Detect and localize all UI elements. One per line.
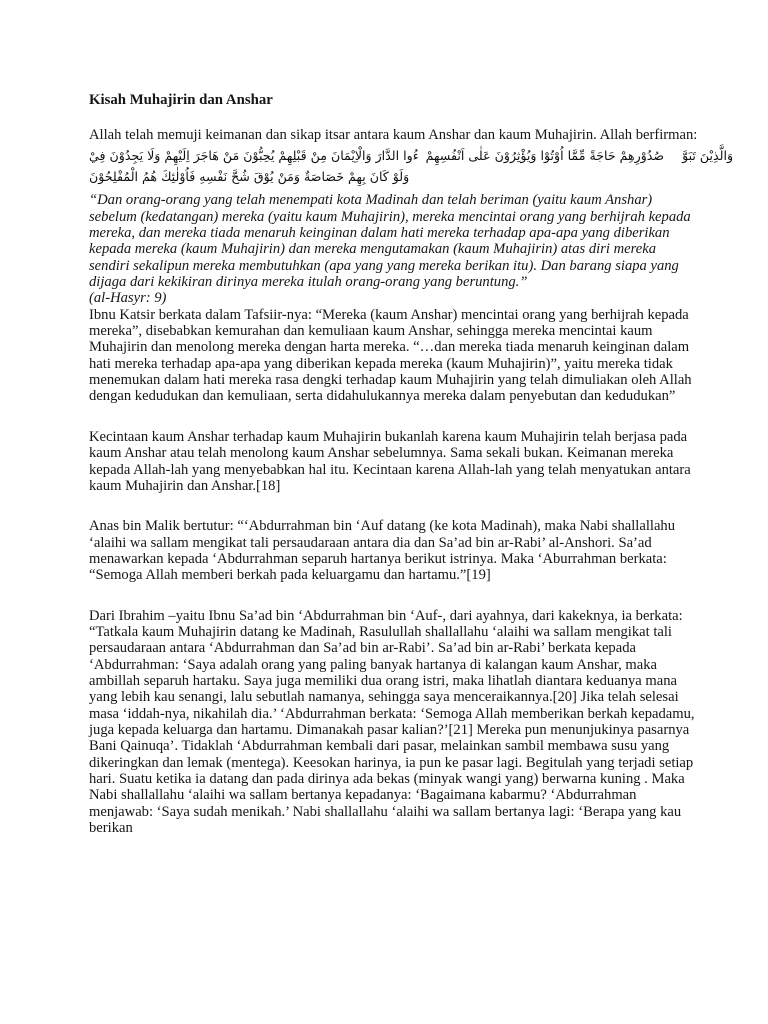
commentary-paragraph: Kecintaan kaum Anshar terhadap kaum Muhajirin bukanlah karena kaum Muhajirin telah berjasa pada kaum Anshar atau telah menolong kaum Anshar sebelumnya. Sama sekali bukan. Keimanan mereka kepada Allah-lah yang menyebabkan hal itu. Kecintaan karena Allah-lah yang telah menyatukan antara kaum Muhajirin dan Anshar.[18] bbox=[89, 428, 691, 494]
quran-verse-arabic bbox=[89, 146, 734, 187]
quran-verse-segment-1: ءُوا الدَّارَ وَالْاِيْمَانَ مِنْ قَبْلِهِمْ يُحِبُّوْنَ مَنْ هَاجَرَ اِلَيْهِمْ وَلَا يَجِدُوْنَ فِيْ bbox=[89, 148, 419, 164]
ibrahim-narration-paragraph: Dari Ibrahim –yaitu Ibnu Sa’ad bin ‘Abdurrahman bin ‘Auf-, dari ayahnya, dari kakeknya, ia berkata: “Tatkala kaum Muhajirin datang ke Madinah, Rasulullah shallallahu ‘alaihi wa sallam mengikat tali persaudaraan antara ‘Abdurrahman dan Sa’ad bin ar-Rabi’. Sa’ad bin ar-Rabi’ berkata kepada ‘Abdurrahman: ‘Saya adalah orang yang paling banyak hartanya di kalangan kaum Anshar, maka ambillah separuh hartaku. Saya juga memiliki dua orang istri, maka lihatlah diantara keduanya mana yang lebih kau senangi, lalu sebutlah namanya, sehingga saya menceraikannya.[20] Jika telah selesai masa ‘iddah-nya, nikahilah dia.’ ‘Abdurrahman berkata: ‘Semoga Allah memberikan berkah kepadamu, juga kepada keluarga dan hartamu. Dimanakah pasar kalian?’[21] Mereka pun menunjukinya pasarnya Bani Qainuqa’. Tidaklah ‘Abdurrahman kembali dari pasar, melainkan sambil membawa susu yang dikeringkan dan lemak (mentega). Keesokan harinya, ia pun ke pasar lagi. Begitulah yang terjadi setiap hari. Suatu ketika ia datang dan pada dirinya ada bekas (minyak wangi yang) berwarna kuning . Maka Nabi shallallahu ‘alaihi wa sallam bertanya kepadanya: ‘Bagaimana kabarmu? ‘Abdurrahman menjawab: ‘Saya sudah menikah.’ Nabi shallallahu ‘alaihi wa sallam bertanya lagi: ‘Berapa yang kau berikan bbox=[89, 607, 695, 837]
verse-reference: (al-Hasyr: 9) bbox=[89, 290, 167, 307]
quran-verse-segment-3: وَالَّذِيْنَ تَبَوَّ bbox=[682, 148, 734, 164]
quran-verse-arabic-line1 bbox=[89, 146, 734, 167]
verse-translation: “Dan orang-orang yang telah menempati kota Madinah dan telah beriman (yaitu kaum Anshar) sebelum (kedatangan) mereka (yaitu kaum Muhajirin), mereka mencintai orang yang berhijrah kepada mereka, dan mereka tiada menaruh keinginan dalam hati mereka terhadap apa-apa yang diberikan kepada mereka (kaum Muhajirin) dan mereka mengutamakan (kaum Muhajirin) atas diri mereka sendiri sekalipun mereka membutuhkan (apa yang yang mereka berikan itu). Dan barang siapa yang dijaga dari kekikiran dirinya mereka itulah orang-orang yang beruntung.” bbox=[89, 192, 691, 291]
page-title: Kisah Muhajirin dan Anshar bbox=[89, 92, 273, 108]
quran-verse-arabic-line2 bbox=[89, 167, 700, 188]
intro-paragraph: Allah telah memuji keimanan dan sikap itsar antara kaum Anshar dan kaum Muhajirin. Allah berfirman: bbox=[89, 127, 698, 143]
quran-verse-segment-4: وَلَوْ كَانَ بِهِمْ خَصَاصَةٌ وَمَنْ يُوْقَ شُحَّ نَفْسِهِ فَاُوْلٰئِكَ هُمُ الْمُفْلِحُوْنَ bbox=[89, 168, 410, 184]
document-content bbox=[89, 92, 734, 837]
quran-verse-segment-2: صُدُوْرِهِمْ حَاجَةً مِّمَّا اُوْتُوْا وَيُؤْثِرُوْنَ عَلٰى اَنْفُسِهِمْ bbox=[425, 148, 665, 164]
anas-narration-paragraph: Anas bin Malik bertutur: “‘Abdurrahman bin ‘Auf datang (ke kota Madinah), maka Nabi shallallahu ‘alaihi wa sallam mengikat tali persaudaraan antara dia dan Sa’ad bin ar-Rabi’ al-Anshori. Sa’ad menawarkan kepada ‘Abdurrahman separuh hartanya berikut istrinya. Maka ‘Aburrahman berkata: “Semoga Allah memberi berkah pada keluargamu dan hartamu.”[19] bbox=[89, 518, 676, 584]
tafsir-paragraph: Ibnu Katsir berkata dalam Tafsiir-nya: “Mereka (kaum Anshar) mencintai orang yang berhijrah kepada mereka”, disebabkan kemurahan dan kemuliaan kaum Anshar, sehingga mereka mencintai kaum Muhajirin dan menolong mereka dengan harta mereka. “…dan mereka tiada menaruh keinginan dalam hati mereka terhadap apa-apa yang diberikan kepada mereka (kaum Muhajirin)”, yaitu mereka tidak menemukan dalam hati mereka rasa dengki terhadap kaum Muhajirin yang telah dimuliakan oleh Allah dengan kedudukan dan kemuliaan, serta didahulukannya mereka dalam penyebutan dan kedudukan” bbox=[89, 306, 692, 405]
